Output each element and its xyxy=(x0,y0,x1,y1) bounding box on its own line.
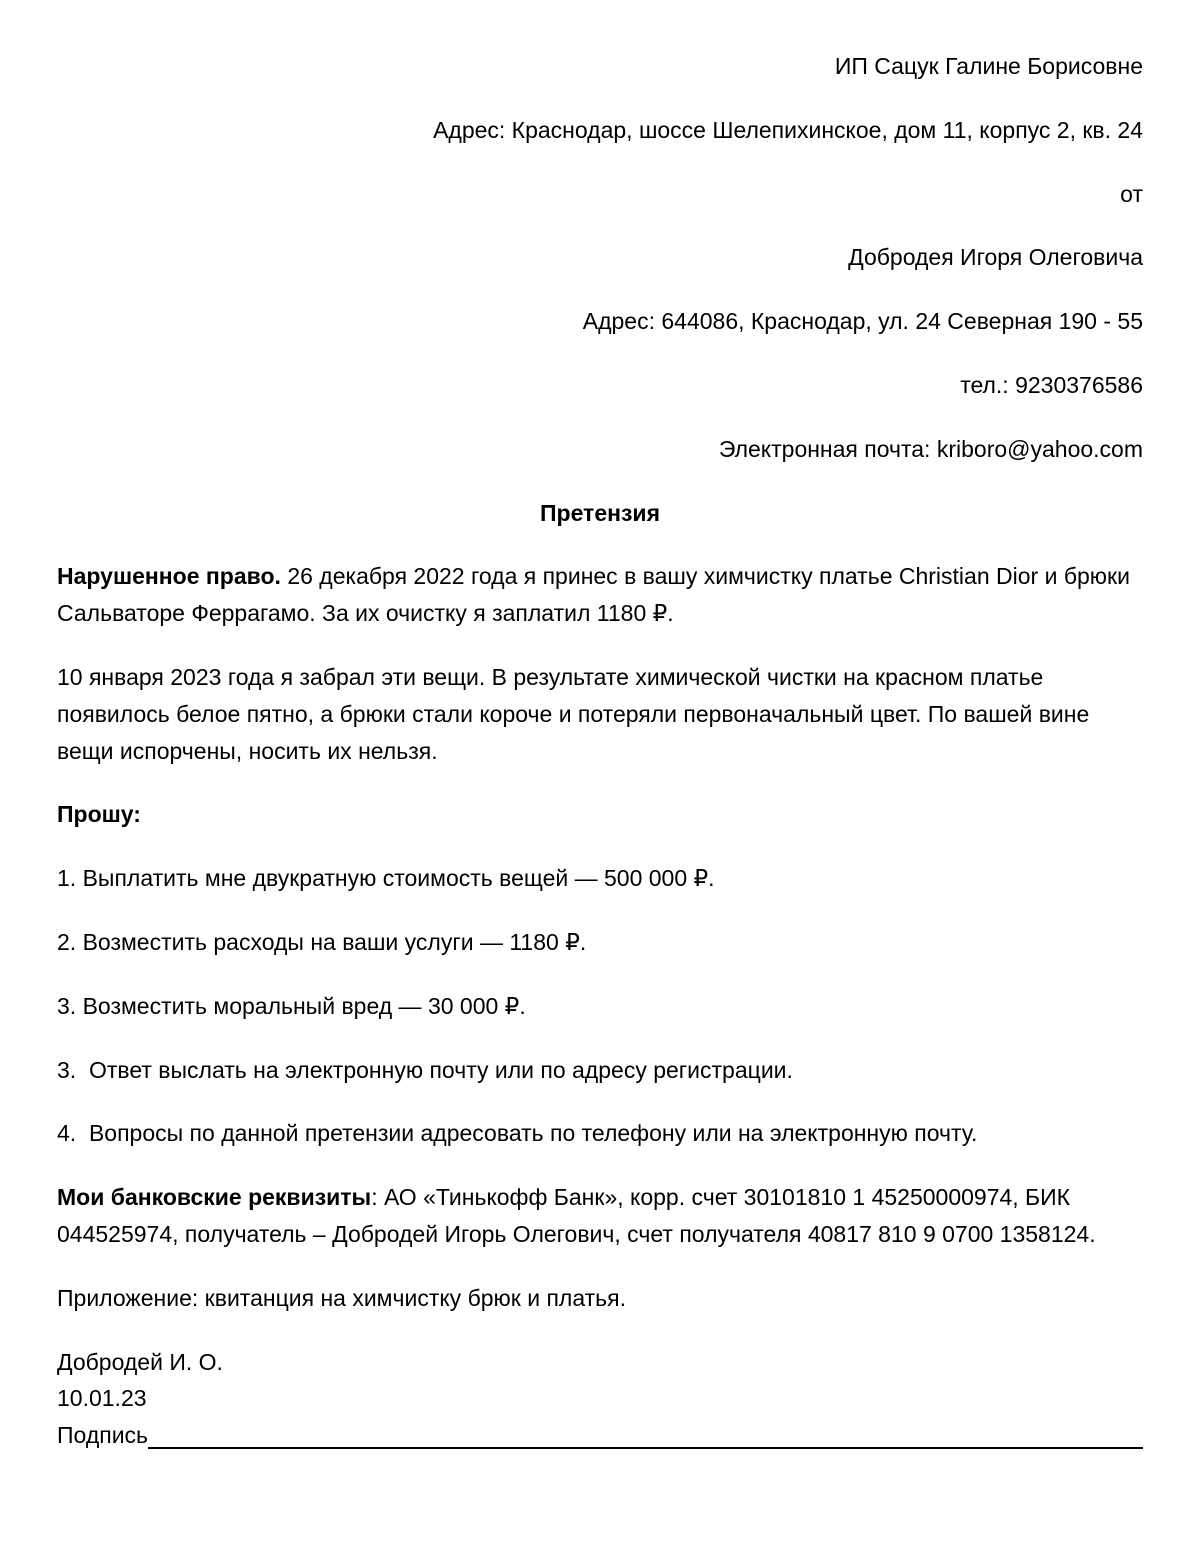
paragraph-violated-right xyxy=(57,558,1143,632)
recipient-line: ИП Сацук Галине Борисовне xyxy=(834,53,1143,79)
bank-details-paragraph xyxy=(57,1179,1143,1253)
request-item: 4. Вопросы по данной претензии адресовать по телефону или на электронную почту. xyxy=(57,1120,978,1147)
signature-label: Подпись xyxy=(57,1422,149,1449)
document-title: Претензия xyxy=(539,499,660,526)
bank-details-text: : АО «Тинькофф Банк», корр. счет 30101810 1 45250000974, БИК 044525974, получатель – Добродей Игорь Олегович, счет получателя 40817 810 9 0700 1358124. xyxy=(57,1184,1096,1247)
email-line: Электронная почта: kriboro@yahoo.com xyxy=(718,435,1143,462)
sender-name-line: Добродея Игоря Олеговича xyxy=(848,244,1143,271)
phone-line: тел.: 9230376586 xyxy=(960,371,1143,398)
request-item: 3. Возместить моральный вред — 30 000 ₽. xyxy=(57,992,526,1019)
request-item: 2. Возместить расходы на ваши услуги — 1180 ₽. xyxy=(57,928,587,955)
paragraph-incident: 10 января 2023 года я забрал эти вещи. В результате химической чистки на красном платье появилось белое пятно, а брюки стали короче и потеряли первоначальный цвет. По вашей вине вещи испорчены, носить их нельзя. xyxy=(57,663,1096,764)
sender-address-line: Адрес: 644086, Краснодар, ул. 24 Северная 190 - 55 xyxy=(582,308,1143,335)
from-label: от xyxy=(1120,180,1143,207)
request-heading: Прошу: xyxy=(57,801,141,828)
signature-date: 10.01.23 xyxy=(57,1385,147,1412)
signature-name: Добродей И. О. xyxy=(57,1348,223,1375)
violated-right-text: 26 декабря 2022 года я принес в вашу химчистку платье Christian Dior и брюки Сальваторе Феррагамо. За их очистку я заплатил 1180 ₽. xyxy=(57,563,1137,627)
violated-right-label: Нарушенное право. xyxy=(57,563,281,590)
signature-line xyxy=(148,1447,1143,1449)
bank-details-label: Мои банковские реквизиты xyxy=(57,1184,372,1211)
request-item: 3. Ответ выслать на электронную почту или по адресу регистрации. xyxy=(57,1056,793,1083)
request-item: 1. Выплатить мне двукратную стоимость вещей — 500 000 ₽. xyxy=(57,865,715,892)
signature-row xyxy=(57,1417,1143,1454)
attachment-line: Приложение: квитанция на химчистку брюк и платья. xyxy=(57,1284,626,1311)
recipient-address-line: Адрес: Краснодар, шоссе Шелепихинское, дом 11, корпус 2, кв. 24 xyxy=(433,116,1143,143)
